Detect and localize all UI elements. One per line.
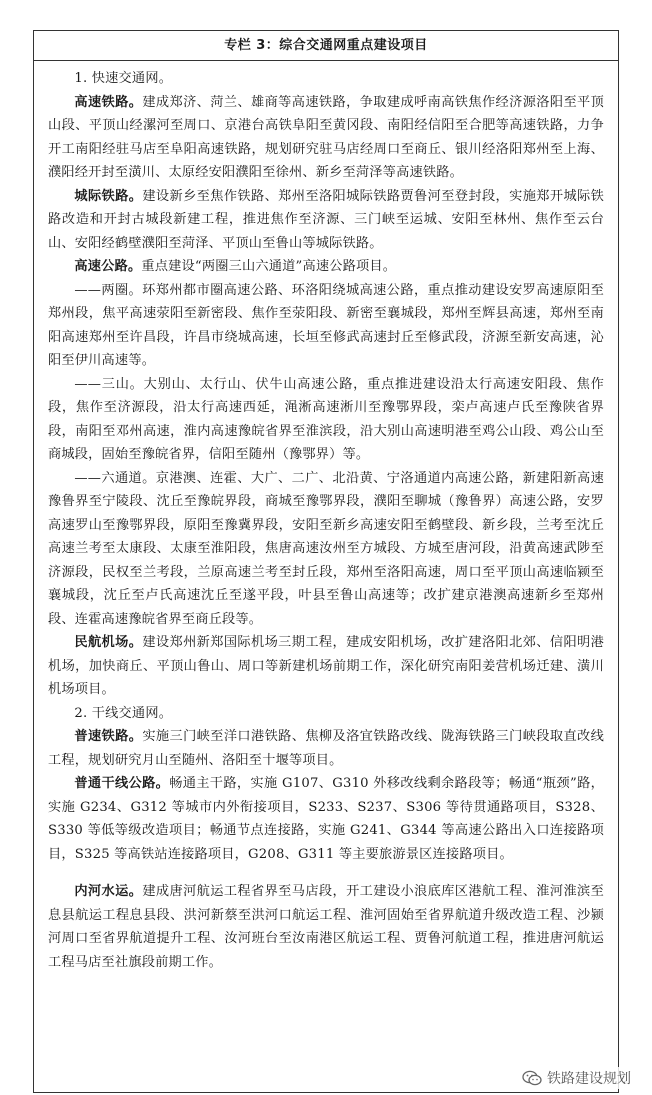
paragraph-text: 1. 快速交通网。: [74, 71, 173, 86]
paragraph-text: 重点建设“两圈三山六通道”高速公路项目。: [141, 259, 397, 274]
paragraph-lead: 普通干线公路。: [74, 776, 170, 791]
paragraph: [48, 772, 604, 866]
box-content: [34, 61, 618, 974]
paragraph-lead: 高速铁路。: [74, 94, 143, 110]
paragraph-text: 畅通主干路，实施 G107、G310 外移改线剩余路段等；畅通“瓶颈”路，实施 G234、G312 等城市内外衔接项目，S233、S237、S306 等待贯通路项目，S328、S330 等低等级改造项目；畅通节点连接路，实施 G241、G344 等高速公路出入口连接路项目，S325 等高铁站连接路项目，G208、G311 等主要旅游景区连接路项目。: [48, 776, 604, 862]
watermark: [519, 1067, 634, 1089]
paragraph-text: 2. 干线交通网。: [74, 705, 173, 721]
paragraph-text: 建设新乡至焦作铁路、郑州至洛阳城际铁路贾鲁河至登封段，实施郑开城际铁路改造和开封古城段新建工程，推进焦作至济源、三门峡至运城、安阳至林州、焦作至云台山、安阳经鹤壁濮阳至菏泽、平顶山至鲁山等城际铁路。: [48, 188, 605, 251]
paragraph: [48, 279, 604, 373]
paragraph-lead: 内河水运。: [74, 884, 143, 899]
paragraph: [48, 880, 604, 974]
paragraph: [48, 725, 604, 772]
paragraph: [48, 373, 604, 467]
paragraph: [48, 255, 604, 279]
paragraph-text: ——两圈。环郑州都市圈高速公路、环洛阳绕城高速公路，重点推动建设安罗高速原阳至郑州段，焦平高速荥阳至新密段、焦作至荥阳段、新密至襄城段，郑州至辉县高速，郑州至南阳高速郑州至许昌段，许昌市绕城高速，长垣至修武高速封丘至修武段，济源至新安高速，沁阳至伊川高速等。: [48, 282, 604, 368]
project-box: [33, 30, 619, 1093]
paragraph-lead: 民航机场。: [74, 635, 143, 650]
paragraph: [48, 91, 604, 185]
paragraph-lead: 高速公路。: [74, 259, 142, 274]
watermark-text: 铁路建设规划: [547, 1071, 631, 1087]
box-title: 专栏 3：综合交通网重点建设项目: [34, 31, 618, 61]
paragraph-text: 建成郑济、菏兰、雄商等高速铁路，争取建成呼南高铁焦作经济源洛阳至平顶山段、平顶山经漯河至周口、京港台高铁阜阳至黄冈段、南阳经信阳至合肥等高速铁路，力争开工南阳经驻马店至阜阳高速铁路，规划研究驻马店经周口至商丘、银川经洛阳郑州至上海、濮阳经开封至潢川、太原经安阳濮阳至徐州、新乡至菏泽等高速铁路。: [48, 94, 605, 180]
paragraph-text: ——六通道。京港澳、连霍、大广、二广、北沿黄、宁洛通道内高速公路，新建阳新高速豫鲁界至宁陵段、沈丘至豫皖界段，商城至豫鄂界段，濮阳至聊城（豫鲁界）高速公路，安罗高速罗山至豫鄂界段，原阳至豫冀界段，安阳至新乡高速安阳至鹤壁段、新乡段，兰考至沈丘高速兰考至太康段、太康至淮阳段，焦唐高速汝州至方城段、方城至唐河段，沿黄高速武陟至济源段，民权至兰考段，兰原高速兰考至封丘段，郑州至洛阳高速，周口至平顶山高速临颍至襄城段，沈丘至卢氏高速沈丘至遂平段，叶县至鲁山高速等；改扩建京港澳高速新乡至郑州段、连霍高速豫皖省界至商丘段等。: [48, 470, 604, 627]
paragraph: [48, 467, 604, 632]
paragraph-lead: 普速铁路。: [74, 729, 143, 744]
paragraph: [48, 631, 604, 702]
paragraph-text: 实施三门峡至洋口港铁路、焦柳及洛宜铁路改线、陇海铁路三门峡段取直改线工程，规划研究月山至随州、洛阳至十堰等项目。: [48, 729, 605, 768]
paragraph-text: ——三山。大别山、太行山、伏牛山高速公路，重点推进建设沿太行高速安阳段、焦作段，焦作至济源段，沿太行高速西延，渑淅高速淅川至豫鄂界段，栾卢高速卢氏至豫陕省界段，南阳至邓州高速，淮内高速豫皖省界至淮滨段，沿大别山高速明港至鸡公山段、鸡公山至商城段，固始至豫皖省界，信阳至随州（豫鄂界）等。: [48, 376, 604, 462]
paragraph: [48, 702, 604, 726]
paragraph: [48, 67, 604, 91]
paragraph-text: 建成唐河航运工程省界至马店段，开工建设小浪底库区港航工程、淮河淮滨至息县航运工程息县段、洪河新蔡至洪河口航运工程、淮河固始至省界航道升级改造工程、沙颍河周口至省界航道提升工程、汝河班台至汝南港区航运工程、贾鲁河航道工程，推进唐河航运工程马店至社旗段前期工作。: [48, 884, 605, 970]
paragraph-lead: 城际铁路。: [74, 188, 143, 204]
wechat-icon: [522, 1070, 542, 1086]
paragraph-text: 建设郑州新郑国际机场三期工程，建成安阳机场，改扩建洛阳北郊、信阳明港机场，加快商丘、平顶山鲁山、周口等新建机场前期工作，深化研究南阳姜营机场迁建、潢川机场项目。: [48, 635, 605, 697]
paragraph: [48, 185, 604, 256]
